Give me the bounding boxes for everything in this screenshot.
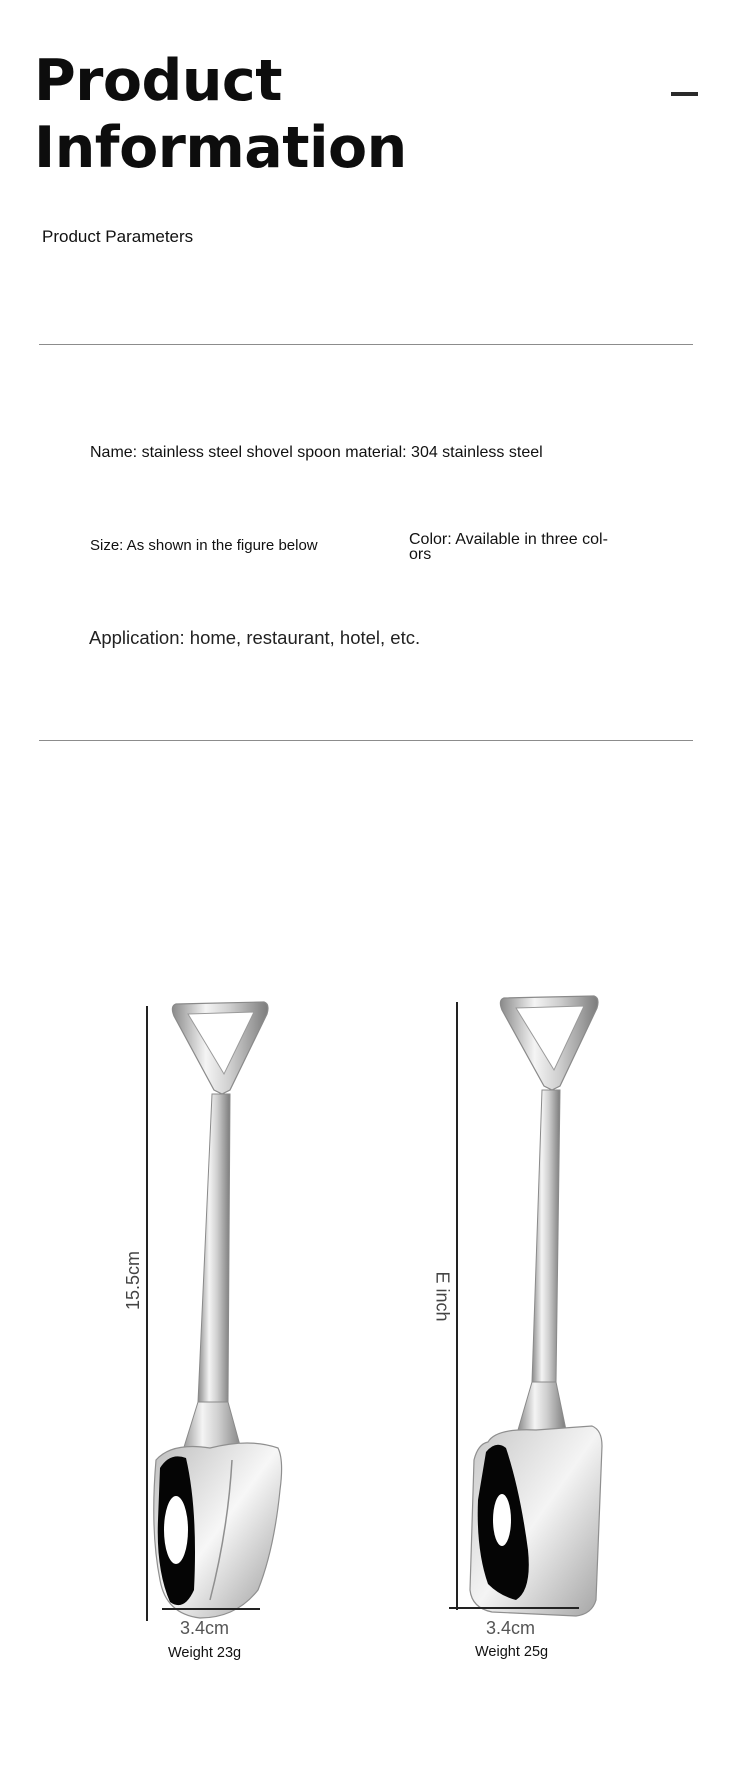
page-title <box>34 48 407 182</box>
collapse-icon[interactable] <box>671 92 698 96</box>
width-dimension-line-right <box>449 1607 579 1609</box>
divider-bottom <box>39 740 693 741</box>
page-title-line-2: Information <box>34 115 407 181</box>
width-label-right: 3.4cm <box>486 1618 536 1638</box>
height-label-left: 15.5cm <box>123 1250 144 1311</box>
width-dimension-line-left <box>162 1608 260 1610</box>
param-name: Name: stainless steel shovel spoon material: 304 stainless steel <box>90 444 543 461</box>
shovel-spoon-image-round <box>140 990 330 1670</box>
param-color: Color: Available in three col- ors <box>409 531 608 563</box>
height-label-right: E inch <box>432 1271 453 1322</box>
width-label-left: 3.4cm <box>180 1618 230 1638</box>
param-size: Size: As shown in the figure below <box>90 537 318 554</box>
page-title-line-1: Product <box>34 48 282 114</box>
weight-label-left: Weight 23g <box>168 1645 242 1661</box>
weight-label-right: Weight 25g <box>475 1644 549 1660</box>
param-application: Application: home, restaurant, hotel, etc. <box>89 627 421 648</box>
section-subtitle: Product Parameters <box>42 227 194 246</box>
shovel-spoon-image-square <box>456 990 646 1670</box>
divider-top <box>39 344 693 345</box>
